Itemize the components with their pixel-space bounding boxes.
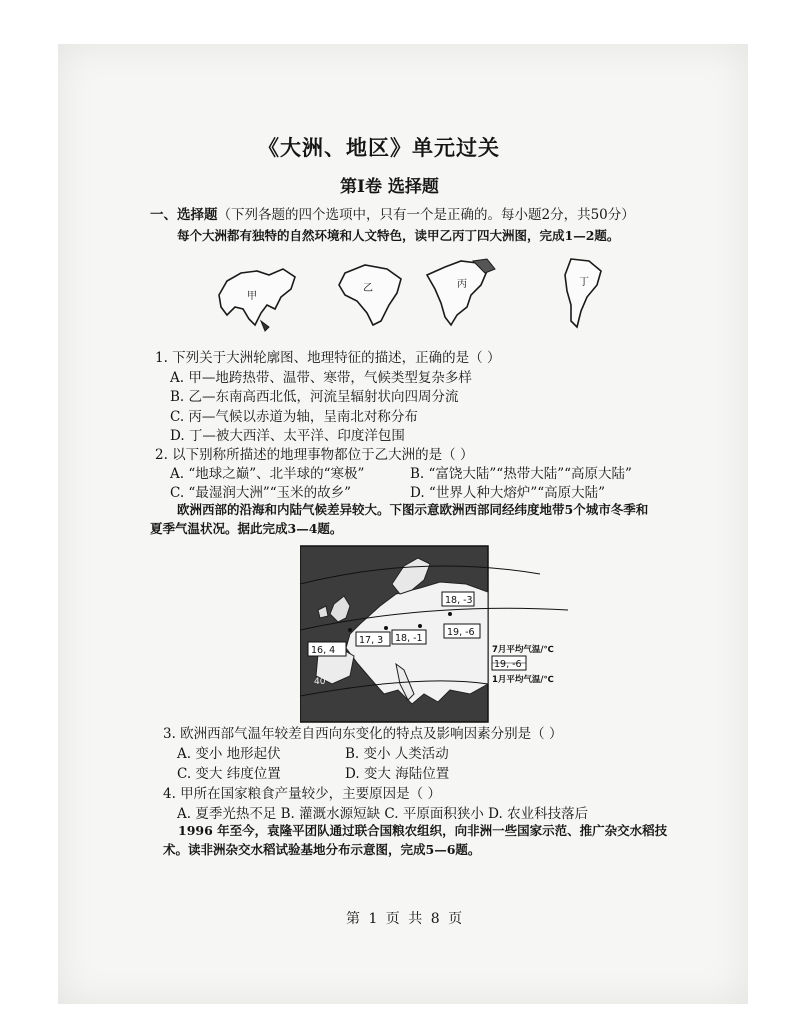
- intro-africa-line1: 1996 年至今，袁隆平团队通过联合国粮农组织，向非洲一些国家示范、推广杂交水稻技: [178, 823, 668, 838]
- latitude-label: 40°: [314, 677, 330, 687]
- q2-option-a: A. “地球之巅”、北半球的“寒极”: [170, 466, 365, 482]
- page-title: 《大洲、地区》单元过关: [258, 135, 500, 160]
- intro-africa-line2: 术。读非洲杂交水稻试验基地分布示意图，完成5—6题。: [163, 842, 481, 857]
- continents-figure: [205, 255, 605, 335]
- q4-stem: 4. 甲所在国家粮食产量较少，主要原因是（ ）: [163, 786, 441, 802]
- continent-jia-outline: [219, 269, 295, 325]
- q3-stem: 3. 欧洲西部气温年较差自西向东变化的特点及影响因素分别是（ ）: [163, 726, 563, 742]
- legend-sample: 19, -6: [494, 659, 522, 670]
- q3-option-a: A. 变小 地形起伏: [177, 746, 281, 762]
- legend-july: 7月平均气温/℃: [492, 645, 554, 655]
- city-box-1: 16, 4: [311, 645, 336, 656]
- europe-map-figure: [300, 544, 570, 724]
- q3-option-c: C. 变大 纬度位置: [177, 766, 281, 782]
- q2-option-d: D. “世界人种大熔炉”“高原大陆”: [410, 485, 606, 501]
- q1-stem: 1. 下列关于大洲轮廓图、地理特征的描述，正确的是（ ）: [155, 350, 501, 366]
- section-header: [150, 203, 635, 223]
- q4-options: A. 夏季光热不足 B. 灌溉水源短缺 C. 平原面积狭小 D. 农业科技落后: [177, 806, 589, 822]
- q1-option-d: D. 丁—被大西洋、太平洋、印度洋包围: [170, 428, 405, 444]
- q2-option-b: B. “富饶大陆”“热带大陆”“高原大陆”: [410, 466, 632, 482]
- intro-europe-line1: 欧洲西部的沿海和内陆气候差异较大。下图示意欧洲西部同经纬度地带5个城市冬季和: [177, 502, 649, 517]
- q3-option-d: D. 变大 海陆位置: [345, 766, 450, 782]
- q1-option-c: C. 丙—气候以赤道为轴，呈南北对称分布: [170, 409, 418, 425]
- city-box-3: 18, -1: [395, 633, 423, 644]
- continent-bing-label: 丙: [457, 279, 467, 290]
- continent-jia-label: 甲: [247, 291, 257, 302]
- city-box-5: 19, -6: [447, 627, 475, 638]
- page-footer: 第 1 页 共 8 页: [346, 911, 465, 927]
- legend-january: 1月平均气温/℃: [492, 675, 554, 685]
- city-box-2: 17, 3: [359, 635, 384, 646]
- q1-option-a: A. 甲—地跨热带、温带、寒带，气候类型复杂多样: [170, 370, 472, 386]
- continent-ding-outline: [565, 259, 601, 327]
- q2-stem: 2. 以下别称所描述的地理事物都位于乙大洲的是（ ）: [155, 447, 474, 463]
- continent-bing-outline: [427, 261, 487, 325]
- q1-option-b: B. 乙—东南高西北低，河流呈辐射状向四周分流: [170, 389, 459, 405]
- continent-yi-label: 乙: [363, 283, 373, 294]
- continent-ding-label: 丁: [579, 277, 589, 288]
- intro-continents: 每个大洲都有独特的自然环境和人文特色，读甲乙丙丁四大洲图，完成1—2题。: [177, 228, 620, 243]
- q3-option-b: B. 变小 人类活动: [345, 746, 449, 762]
- city-box-4: 18, -3: [445, 595, 473, 606]
- intro-europe-line2: 夏季气温状况。据此完成3—4题。: [150, 521, 343, 536]
- page-subtitle: 第Ⅰ卷 选择题: [340, 177, 439, 197]
- section-label: 一、选择题: [150, 207, 218, 223]
- section-note: （下列各题的四个选项中，只有一个是正确的。每小题2分，共50分）: [217, 207, 635, 223]
- continent-yi-outline: [339, 265, 401, 325]
- q2-option-c: C. “最湿润大洲”“玉米的故乡”: [170, 485, 352, 501]
